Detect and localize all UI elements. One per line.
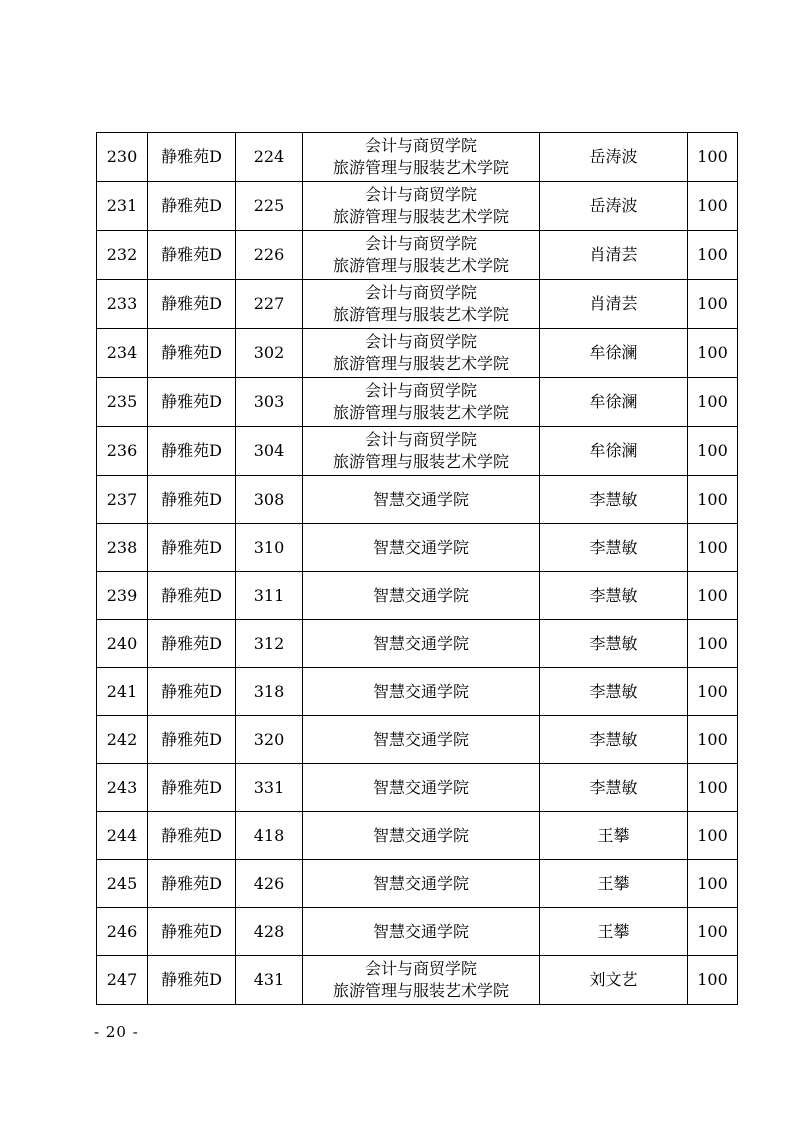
cell-college: [303, 280, 540, 329]
college-name-line: 智慧交通学院: [372, 921, 469, 941]
cell-building: 静雅苑D: [148, 133, 236, 182]
cell-score: 100: [688, 427, 738, 476]
cell-teacher: 肖清芸: [540, 280, 688, 329]
college-name-line: 旅游管理与服装艺术学院: [332, 207, 509, 226]
table-row: [97, 908, 738, 956]
cell-college: [303, 764, 540, 812]
cell-teacher: 李慧敏: [540, 476, 688, 524]
cell-college: [303, 716, 540, 764]
college-name-line: 智慧交通学院: [372, 489, 469, 509]
cell-serial-number: 242: [97, 716, 148, 764]
cell-room-number: 304: [236, 427, 303, 476]
cell-college: [303, 620, 540, 668]
cell-teacher: 李慧敏: [540, 572, 688, 620]
cell-room-number: 308: [236, 476, 303, 524]
cell-score: 100: [688, 812, 738, 860]
college-name-line: 智慧交通学院: [372, 729, 469, 749]
dormitory-score-table: [96, 132, 738, 1005]
cell-score: 100: [688, 620, 738, 668]
cell-room-number: 225: [236, 182, 303, 231]
cell-serial-number: 235: [97, 378, 148, 427]
cell-room-number: 303: [236, 378, 303, 427]
cell-college: [303, 133, 540, 182]
cell-score: 100: [688, 668, 738, 716]
cell-building: 静雅苑D: [148, 668, 236, 716]
college-name-line: 旅游管理与服装艺术学院: [332, 256, 509, 275]
cell-serial-number: 233: [97, 280, 148, 329]
cell-teacher: 肖清芸: [540, 231, 688, 280]
cell-building: 静雅苑D: [148, 524, 236, 572]
college-name-line: 智慧交通学院: [372, 537, 469, 557]
college-name-line: 旅游管理与服装艺术学院: [332, 354, 509, 373]
cell-score: 100: [688, 329, 738, 378]
cell-college: [303, 668, 540, 716]
cell-serial-number: 231: [97, 182, 148, 231]
cell-score: 100: [688, 764, 738, 812]
college-name-line: 会计与商贸学院: [364, 959, 477, 978]
table-row: [97, 572, 738, 620]
cell-college: [303, 427, 540, 476]
table-row: [97, 956, 738, 1005]
cell-college: [303, 231, 540, 280]
cell-teacher: 李慧敏: [540, 524, 688, 572]
college-name-line: 会计与商贸学院: [364, 234, 477, 253]
cell-building: 静雅苑D: [148, 812, 236, 860]
cell-serial-number: 239: [97, 572, 148, 620]
table-row: [97, 620, 738, 668]
table-row: [97, 280, 738, 329]
cell-serial-number: 237: [97, 476, 148, 524]
cell-building: 静雅苑D: [148, 427, 236, 476]
cell-score: 100: [688, 280, 738, 329]
cell-college: [303, 860, 540, 908]
table-row: [97, 476, 738, 524]
cell-room-number: 331: [236, 764, 303, 812]
cell-score: 100: [688, 182, 738, 231]
table-row: [97, 764, 738, 812]
cell-serial-number: 245: [97, 860, 148, 908]
table-row: [97, 231, 738, 280]
cell-teacher: 牟徐澜: [540, 329, 688, 378]
cell-room-number: 311: [236, 572, 303, 620]
cell-serial-number: 244: [97, 812, 148, 860]
college-name-line: 旅游管理与服装艺术学院: [332, 403, 509, 422]
college-name-line: 旅游管理与服装艺术学院: [332, 452, 509, 471]
college-name-line: 智慧交通学院: [372, 585, 469, 605]
table-row: [97, 716, 738, 764]
table-row: [97, 133, 738, 182]
college-name-line: 会计与商贸学院: [364, 185, 477, 204]
cell-teacher: 刘文艺: [540, 956, 688, 1005]
cell-teacher: 岳涛波: [540, 133, 688, 182]
page-number: - 20 -: [94, 1023, 139, 1041]
table-row: [97, 524, 738, 572]
cell-serial-number: 240: [97, 620, 148, 668]
cell-college: [303, 524, 540, 572]
cell-building: 静雅苑D: [148, 476, 236, 524]
cell-serial-number: 243: [97, 764, 148, 812]
table-row: [97, 182, 738, 231]
cell-building: 静雅苑D: [148, 280, 236, 329]
cell-building: 静雅苑D: [148, 378, 236, 427]
cell-score: 100: [688, 572, 738, 620]
cell-teacher: 岳涛波: [540, 182, 688, 231]
cell-score: 100: [688, 378, 738, 427]
cell-serial-number: 232: [97, 231, 148, 280]
cell-building: 静雅苑D: [148, 231, 236, 280]
cell-teacher: 王攀: [540, 860, 688, 908]
cell-teacher: 牟徐澜: [540, 427, 688, 476]
cell-room-number: 226: [236, 231, 303, 280]
college-name-line: 会计与商贸学院: [364, 332, 477, 351]
table-row: [97, 860, 738, 908]
college-name-line: 会计与商贸学院: [364, 430, 477, 449]
cell-building: 静雅苑D: [148, 620, 236, 668]
cell-score: 100: [688, 716, 738, 764]
cell-college: [303, 956, 540, 1005]
college-name-line: 会计与商贸学院: [364, 381, 477, 400]
cell-score: 100: [688, 524, 738, 572]
cell-building: 静雅苑D: [148, 956, 236, 1005]
cell-college: [303, 182, 540, 231]
cell-room-number: 426: [236, 860, 303, 908]
cell-score: 100: [688, 860, 738, 908]
table-row: [97, 329, 738, 378]
college-name-line: 智慧交通学院: [372, 633, 469, 653]
cell-room-number: 428: [236, 908, 303, 956]
cell-score: 100: [688, 476, 738, 524]
cell-room-number: 431: [236, 956, 303, 1005]
cell-teacher: 王攀: [540, 812, 688, 860]
college-name-line: 旅游管理与服装艺术学院: [332, 158, 509, 177]
cell-room-number: 302: [236, 329, 303, 378]
cell-building: 静雅苑D: [148, 716, 236, 764]
cell-building: 静雅苑D: [148, 329, 236, 378]
cell-college: [303, 908, 540, 956]
college-name-line: 旅游管理与服装艺术学院: [332, 981, 509, 1000]
cell-room-number: 418: [236, 812, 303, 860]
cell-college: [303, 572, 540, 620]
cell-college: [303, 476, 540, 524]
cell-building: 静雅苑D: [148, 572, 236, 620]
cell-building: 静雅苑D: [148, 908, 236, 956]
table-body: [97, 133, 738, 1005]
cell-score: 100: [688, 133, 738, 182]
cell-room-number: 227: [236, 280, 303, 329]
cell-serial-number: 238: [97, 524, 148, 572]
cell-score: 100: [688, 956, 738, 1005]
cell-teacher: 李慧敏: [540, 620, 688, 668]
cell-serial-number: 246: [97, 908, 148, 956]
cell-college: [303, 378, 540, 427]
cell-building: 静雅苑D: [148, 764, 236, 812]
table-row: [97, 378, 738, 427]
cell-score: 100: [688, 908, 738, 956]
cell-teacher: 李慧敏: [540, 668, 688, 716]
cell-building: 静雅苑D: [148, 182, 236, 231]
college-name-line: 智慧交通学院: [372, 681, 469, 701]
cell-serial-number: 247: [97, 956, 148, 1005]
college-name-line: 智慧交通学院: [372, 873, 469, 893]
college-name-line: 智慧交通学院: [372, 825, 469, 845]
cell-building: 静雅苑D: [148, 860, 236, 908]
cell-serial-number: 230: [97, 133, 148, 182]
cell-room-number: 310: [236, 524, 303, 572]
cell-room-number: 318: [236, 668, 303, 716]
college-name-line: 会计与商贸学院: [364, 283, 477, 302]
college-name-line: 会计与商贸学院: [364, 136, 477, 155]
cell-room-number: 320: [236, 716, 303, 764]
table-row: [97, 668, 738, 716]
cell-teacher: 牟徐澜: [540, 378, 688, 427]
cell-room-number: 224: [236, 133, 303, 182]
cell-teacher: 李慧敏: [540, 764, 688, 812]
table-row: [97, 427, 738, 476]
cell-college: [303, 329, 540, 378]
college-name-line: 旅游管理与服装艺术学院: [332, 305, 509, 324]
cell-college: [303, 812, 540, 860]
cell-teacher: 王攀: [540, 908, 688, 956]
table-row: [97, 812, 738, 860]
cell-score: 100: [688, 231, 738, 280]
cell-teacher: 李慧敏: [540, 716, 688, 764]
cell-serial-number: 234: [97, 329, 148, 378]
cell-serial-number: 241: [97, 668, 148, 716]
cell-serial-number: 236: [97, 427, 148, 476]
college-name-line: 智慧交通学院: [372, 777, 469, 797]
cell-room-number: 312: [236, 620, 303, 668]
